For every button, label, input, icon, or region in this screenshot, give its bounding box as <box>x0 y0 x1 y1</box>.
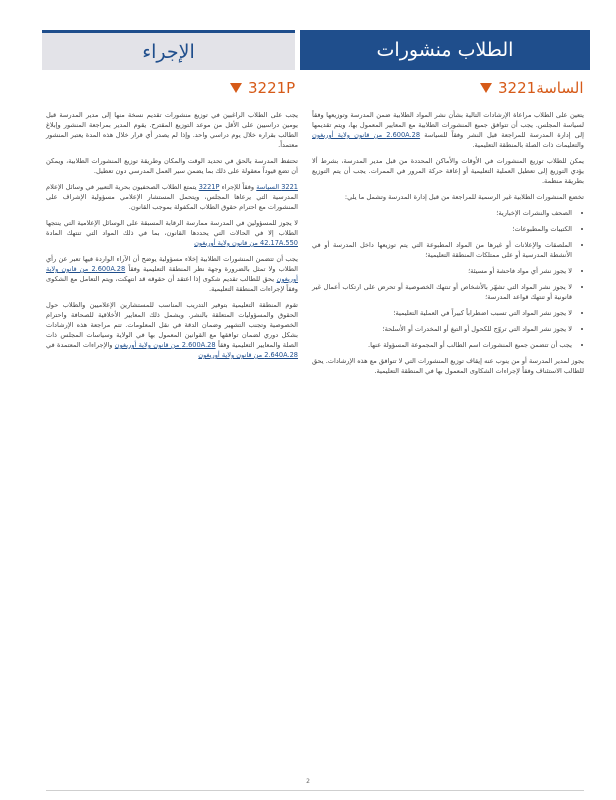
statute-link[interactable]: 2.600A.28 من قانون ولاية أوريغون <box>312 131 421 139</box>
list-item: • يجب أن تتضمن جميع المنشورات اسم الطالب أو المجموعة المسؤولة عنها. <box>312 340 572 350</box>
triangle-down-icon <box>230 83 242 93</box>
policy-link[interactable]: 3221 السياسة <box>256 183 298 191</box>
procedure-link[interactable]: 3221P <box>198 183 220 191</box>
left-paragraph-5 <box>46 254 298 294</box>
triangle-down-icon <box>480 83 492 93</box>
statute-link[interactable]: 42.17A.550 من قانون ولاية أوريغون <box>194 239 298 247</box>
subhead-left <box>230 77 295 99</box>
list-item: • الكتيبات والمطبوعات؛ <box>312 224 572 234</box>
list-item: • لا يجوز نشر المواد التي تروّج للكحول أو التبغ أو المخدرات أو الأسلحة؛ <box>312 324 572 334</box>
left-paragraph-2: تحتفظ المدرسة بالحق في تحديد الوقت والمكان وطريقة توزيع المنشورات الطلابية، ويمكن أن تضع قيوداً معقولة على ذلك بما يضمن سير العمل المدرسي دون تعطيل. <box>46 157 298 175</box>
left-para5-text: يجب أن تتضمن المنشورات الطلابية إخلاء مسؤولية يوضح أن الآراء الواردة فيها تعبر عن رأي الطلاب ولا تمثل بالضرورة وجهة نظر المنطقة التعليمية وفقاً <box>46 255 298 273</box>
statute-link[interactable]: 2.640A.28 من قانون ولاية أوريغون <box>198 351 298 359</box>
header-title-left-text: الإجراء <box>142 40 195 63</box>
left-para6-end: والإجراءات المعتمدة في <box>46 341 113 349</box>
left-paragraph-1: يجب على الطلاب الراغبين في توزيع منشورات تقديم نسخة منها إلى مدير المدرسة قبل يومين دراسيين على الأقل من موعد التوزيع المقترح. يقوم المدير بمراجعة المنشور وإبلاغ الطالب بقراره خلال يوم دراسي واحد. وإذا لم يصدر أي قرار خلال هذه المدة يعتبر المنشور معتمداً. <box>46 111 298 149</box>
header-title-left <box>42 30 295 70</box>
left-paragraph-6 <box>46 300 298 360</box>
list-item: • لا يجوز نشر المواد التي تشهّر بالأشخاص أو تنتهك الخصوصية أو تحرض على ارتكاب أعمال غير قانونية أو تنتهك قواعد المدرسة؛ <box>312 282 572 302</box>
statute-link[interactable]: 2.600A.28 من قانون ولاية أوريغون <box>114 341 216 349</box>
right-para1-text: يتعين على الطلاب مراعاة الإرشادات التالية بشأن نشر المواد الطلابية ضمن المدرسة وتوزيعها وفقاً لسياسة المجلس. يجب أن تتوافق جميع المنشورات الطلابية مع المعايير المعمول بها، ويتم تقديمها إلى إدارة المدرسة للمراجعة قبل النشر وفقاً للسياسة <box>312 111 584 139</box>
left-para5-end: يحق للطالب تقديم شكوى إذا اعتقد أن حقوقه قد انتهكت، ويتم التعامل مع الشكوى وفقاً لإجراءات المنطقة التعليمية. <box>46 275 298 293</box>
left-para4-text: لا يجوز للمسؤولين في المدرسة ممارسة الرقابة المسبقة على الوسائل الإعلامية التي ينتجها الطلاب إلا في الحالات التي يحددها القانون، بما في ذلك المواد التي تنتهك المادة <box>46 219 298 237</box>
right-paragraph-2: يمكن للطلاب توزيع المنشورات في الأوقات والأماكن المحددة من قبل مدير المدرسة، بشرط ألا يؤدي التوزيع إلى تعطيل العملية التعليمية أو إعاقة حركة المرور في الممرات. يجب أن يتم التوزيع بطريقة منظمة. <box>312 157 584 185</box>
footer-divider <box>46 790 584 791</box>
list-item: • لا يجوز نشر أي مواد فاحشة أو مسيئة؛ <box>312 266 572 276</box>
subhead-right <box>480 77 584 99</box>
right-paragraph-4: يجوز لمدير المدرسة أو من ينوب عنه إيقاف توزيع المنشورات التي لا تتوافق مع هذه الإرشادات. يحق للطالب الاستئناف وفقاً لإجراءات الشكاوى المعمول بها في المنطقة التعليمية. <box>312 357 584 375</box>
right-paragraph-3: تخضع المنشورات الطلابية غير الرسمية للمراجعة من قبل إدارة المدرسة وتشمل ما يلي: <box>344 193 584 201</box>
list-item: • الصحف والنشرات الإخبارية؛ <box>312 208 572 218</box>
right-bullet-list <box>312 208 584 350</box>
subhead-left-text: 3221P <box>248 79 296 97</box>
right-paragraph-1 <box>312 110 584 150</box>
left-para3-end: يتمتع الطلاب الصحفيون بحرية التعبير في وسائل الإعلام المدرسية التي يرعاها المجلس، ويتحمل المستشار الإعلامي مسؤولية الإشراف على المنشورات مع احترام حقوق الطلاب المكفولة بموجب القانون. <box>46 183 298 211</box>
subhead-right-text: الساسة3221 <box>498 79 584 97</box>
left-column <box>46 110 298 366</box>
left-para6-text: تقوم المنطقة التعليمية بتوفير التدريب المناسب للمستشارين الإعلاميين والطلاب حول الحقوق والمسؤوليات المتعلقة بالنشر. ويشمل ذلك المعايير الأخلاقية للصحافة واحترام الخصوصية وتجنب التشهير وضمان الدقة في نقل المعلومات. تتم مراجعة هذه الإرشادات بشكل دوري لضمان توافقها مع القوانين المعمول بها في الولاية وسياسات المجلس ذات الصلة والمعايير التعليمية وفقاً <box>46 301 298 349</box>
list-item: • لا يجوز نشر المواد التي تسبب اضطراباً كبيراً في العملية التعليمية؛ <box>312 308 572 318</box>
right-para1-end: والتعليمات ذات الصلة بالمنطقة التعليمية. <box>472 141 584 149</box>
left-paragraph-3 <box>46 182 298 212</box>
list-item: • الملصقات والإعلانات أو غيرها من المواد المطبوعة التي يتم توزيعها داخل المدرسة أو في الأنشطة المدرسية أو على ممتلكات المنطقة التعليمية؛ <box>312 240 572 260</box>
header-title-right-text: الطلاب منشورات <box>376 39 514 61</box>
left-paragraph-4 <box>46 218 298 248</box>
right-column <box>312 110 584 382</box>
statute-link[interactable]: 2.600A.28 من قانون ولاية أوريغون <box>46 265 298 283</box>
header-title-right <box>300 30 590 70</box>
left-para3-text: وفقاً للإجراء <box>221 183 255 191</box>
page-number: 2 <box>306 778 310 785</box>
